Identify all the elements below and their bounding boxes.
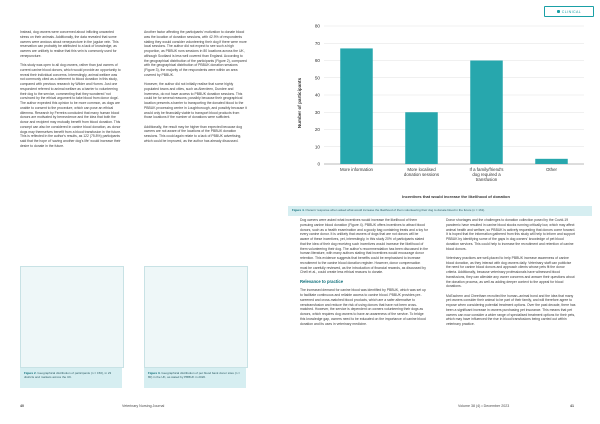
x-tick-label: Other [546, 167, 557, 172]
paragraph: Veterinary practices are well-placed to help PBBUK increase awareness of canine blood donation, as they interact with dog owners daily. Veterinary staff can publicise the need for canine blood donors and approach clients whose pets fit the donor criteria. Additionally, because veterinary professionals have witnessed blood transfusions, they can alleviate any owner concerns and answer their questions about the donation process, as well as adding deeper context to the appeal for blood donations. [446, 255, 575, 289]
y-tick-label: 20 [314, 127, 320, 133]
paragraph: Additionally, the result may be higher than expected because dog owners are not aware of the locations of the PBBUK donation sessions. This could again relate to a lack of PBBUK advertising, which could be improved, as the author has already discussed. [144, 124, 242, 143]
y-tick-label: 40 [314, 92, 320, 98]
paragraph: Instead, dog owners were concerned about inflicting unwanted stress on their animals. Additionally, the data revealed that some owners were anxious about venepuncture in the jugular vein. This reservation can probably be attributed to a lack of knowledge, as owners are unlikely to realise that this vein is commonly used for venepuncture. [20, 30, 119, 58]
paragraph: McEachern and Cheetham recruited the human–animal bond and the idea that many pet owners consider their animal to be part of their family, and will therefore agree to expose when considering potential treatment options. Over the past decade, there has been a significant increase in owners purchasing pet insurance. This means that pet owners can now consider a wider range of specialised treatment options for their pets, which may have influenced the rise in blood transfusions being carried out within veterinary practice. [446, 293, 576, 327]
bar [340, 48, 373, 164]
x-tick-label: If a family/friend's dog required a transfusion [469, 167, 504, 182]
y-tick-label: 60 [314, 58, 320, 64]
figure-3-text: Geographical distribution of pet blood bank donor sites (n = 80) in the UK, as stated by PBBUK in 2020. [148, 371, 240, 379]
y-tick-label: 50 [314, 75, 320, 81]
figure-2-map [20, 266, 124, 368]
paragraph: The increased demand for canine blood was identified by PBBUK, which was set up to facilitate continuous and reliable access to canine blood. PBBUK provides pre-screened and cross-matched blood products, which are a safer alternative to xenotransfusion and reduce the risk of using donors that have not been cross-matched. However, the service is dependent on owners volunteering their dogs as donors, which requires dog owners to have an awareness of the service. To bridge this knowledge gap, owners need to be educated on the importance of canine blood donation and its uses in veterinary medicine. [300, 288, 426, 326]
journal-name: Veterinary Nursing Journal [122, 404, 165, 408]
figure-4-label: Figure 4. [292, 208, 305, 212]
section-badge [544, 6, 594, 17]
y-tick-label: 80 [314, 23, 320, 29]
x-axis-label: Incentives that would increase the likelihood of donation [402, 194, 510, 199]
y-axis-label: Number of participants [297, 77, 302, 129]
column-3 [300, 218, 428, 331]
x-tick-label: More information [340, 167, 373, 172]
figure-4-text: Owners' response when asked what would increase the likelihood of them volunteering their dog to donate blood in the future (n = 161). [305, 208, 486, 212]
figure-4-chart [288, 18, 592, 204]
y-tick-label: 30 [314, 109, 320, 115]
figure-4-caption [288, 206, 592, 216]
y-tick-label: 10 [314, 144, 320, 150]
column-2 [144, 30, 248, 148]
figure-2-text: Geographical distribution of participants (n = 150), in 23 districts and markets across the UK. [24, 371, 112, 379]
y-tick-label: 0 [317, 161, 320, 167]
paragraph: This study was open to all dog owners, rather than just owners of current canine blood donors, which would provide an opportunity to reveal their individual concerns. Interestingly, animal welfare was not commonly cited as a deterrent to blood donation in this study, compared with previous research by Wilder and Humm. Just one respondent referred to animal welfare as a barrier to volunteering their dog to the service, commenting that they wondered 'not convinced by the ethical argument to take blood from donor dogs'. The author expected this opinion to be more common, as dogs are unable to consent to the procedure, which can pose an ethical dilemma. Research by Ferreira concluded that many human blood donors are motivated by benevolence and the idea that both the donor and recipient may mutually benefit from blood donation. This concept can also be considered in canine blood donation, as donor dogs may themselves benefit from a blood transfusion in the future. This is reflected in the author's results, as 122 (75.8%) participants said that the hope of 'saving another dog's life' would increase their desire to donate in the future. [20, 63, 122, 148]
paragraph: Dog owners were asked what incentives would increase the likelihood of them pursuing canine blood donation (Figure 4). PBBUK offers incentives to attract blood donors, such as a health examination and a goody bag containing treats and a toy for every canine donor. It is unlikely that owners of dogs that are not donors will be aware of these incentives, yet, interestingly, in this study 20% of participants stated that the idea of their dog receiving such incentives would increase the likelihood of them volunteering their dog. The author's recommendation has been discussed in the human literature, with many authors stating that incentives would encourage donor retention. This evidence suggests that benefits could be emphasised to increase recruitment to the canine blood donation register. However, donor compensation must be carefully reviewed, as the introduction of financial rewards, as discussed by Chell et al., could create less ethical reasons to donate. [300, 218, 428, 275]
paragraph: Donor shortages and the challenges to donation collection posed by the Covid-19 pandemic have resulted in canine blood stocks running critically low, which may affect animal health and welfare, so PBBUK is actively requesting that donors come forward. It is hoped that the information gathered from this study will help to inform and support PBBUK by identifying some of the gaps in dog owners' knowledge of pet blood donation services. This could help to increase the recruitment and retention of canine blood donors. [446, 218, 576, 251]
volume-info: Volume 38 (4) • December 2023 [458, 404, 510, 408]
column-1 [20, 30, 122, 153]
figure-3-caption [144, 368, 246, 388]
figure-2-label: Figure 2. [24, 371, 37, 375]
left-page-number: 40 [20, 404, 24, 408]
y-tick-label: 70 [314, 40, 320, 46]
column-4 [446, 218, 576, 332]
clinical-icon [557, 10, 560, 13]
right-page-number: 41 [570, 404, 574, 408]
paragraph: However, the author did not initially realise that some highly populated towns and cities, such as Aberdeen, Dundee and Inverness, do not have access to PBBUK donation sessions. This could be for several reasons; possibly because their geographical location presents a barrier to transporting the donated blood to the PBBUK processing centre in Loughborough, and possibly because it would only be financially viable to transport blood products from those locations if the number of donations were sufficient. [144, 82, 247, 120]
x-tick-label: More localised donation sessions [403, 167, 440, 177]
bar [405, 112, 438, 164]
section-badge-label: CLINICAL [561, 9, 582, 14]
paragraph: Another factor affecting the participants' motivation to donate blood was the location of donation sessions, with 42.9% of respondents stating they would consider volunteering their dog if there were more local sessions. The author did not expect to see such a high proportion, as PBBUK runs sessions in 80 locations across the UK, although Scotland is less well covered than England. According to the geographical distribution of the participants (Figure 2), compared with the geographical distribution of PBBUK donation sessions (Figure 3), the majority of the respondents were within an area covered by PBBUK. [144, 30, 247, 77]
section-heading: Relevance to practice [300, 278, 344, 284]
bar [535, 159, 568, 164]
figure-3-map [144, 266, 248, 368]
figure-2-caption [20, 368, 122, 388]
figure-3-label: Figure 3. [148, 371, 161, 375]
bar [470, 61, 503, 165]
